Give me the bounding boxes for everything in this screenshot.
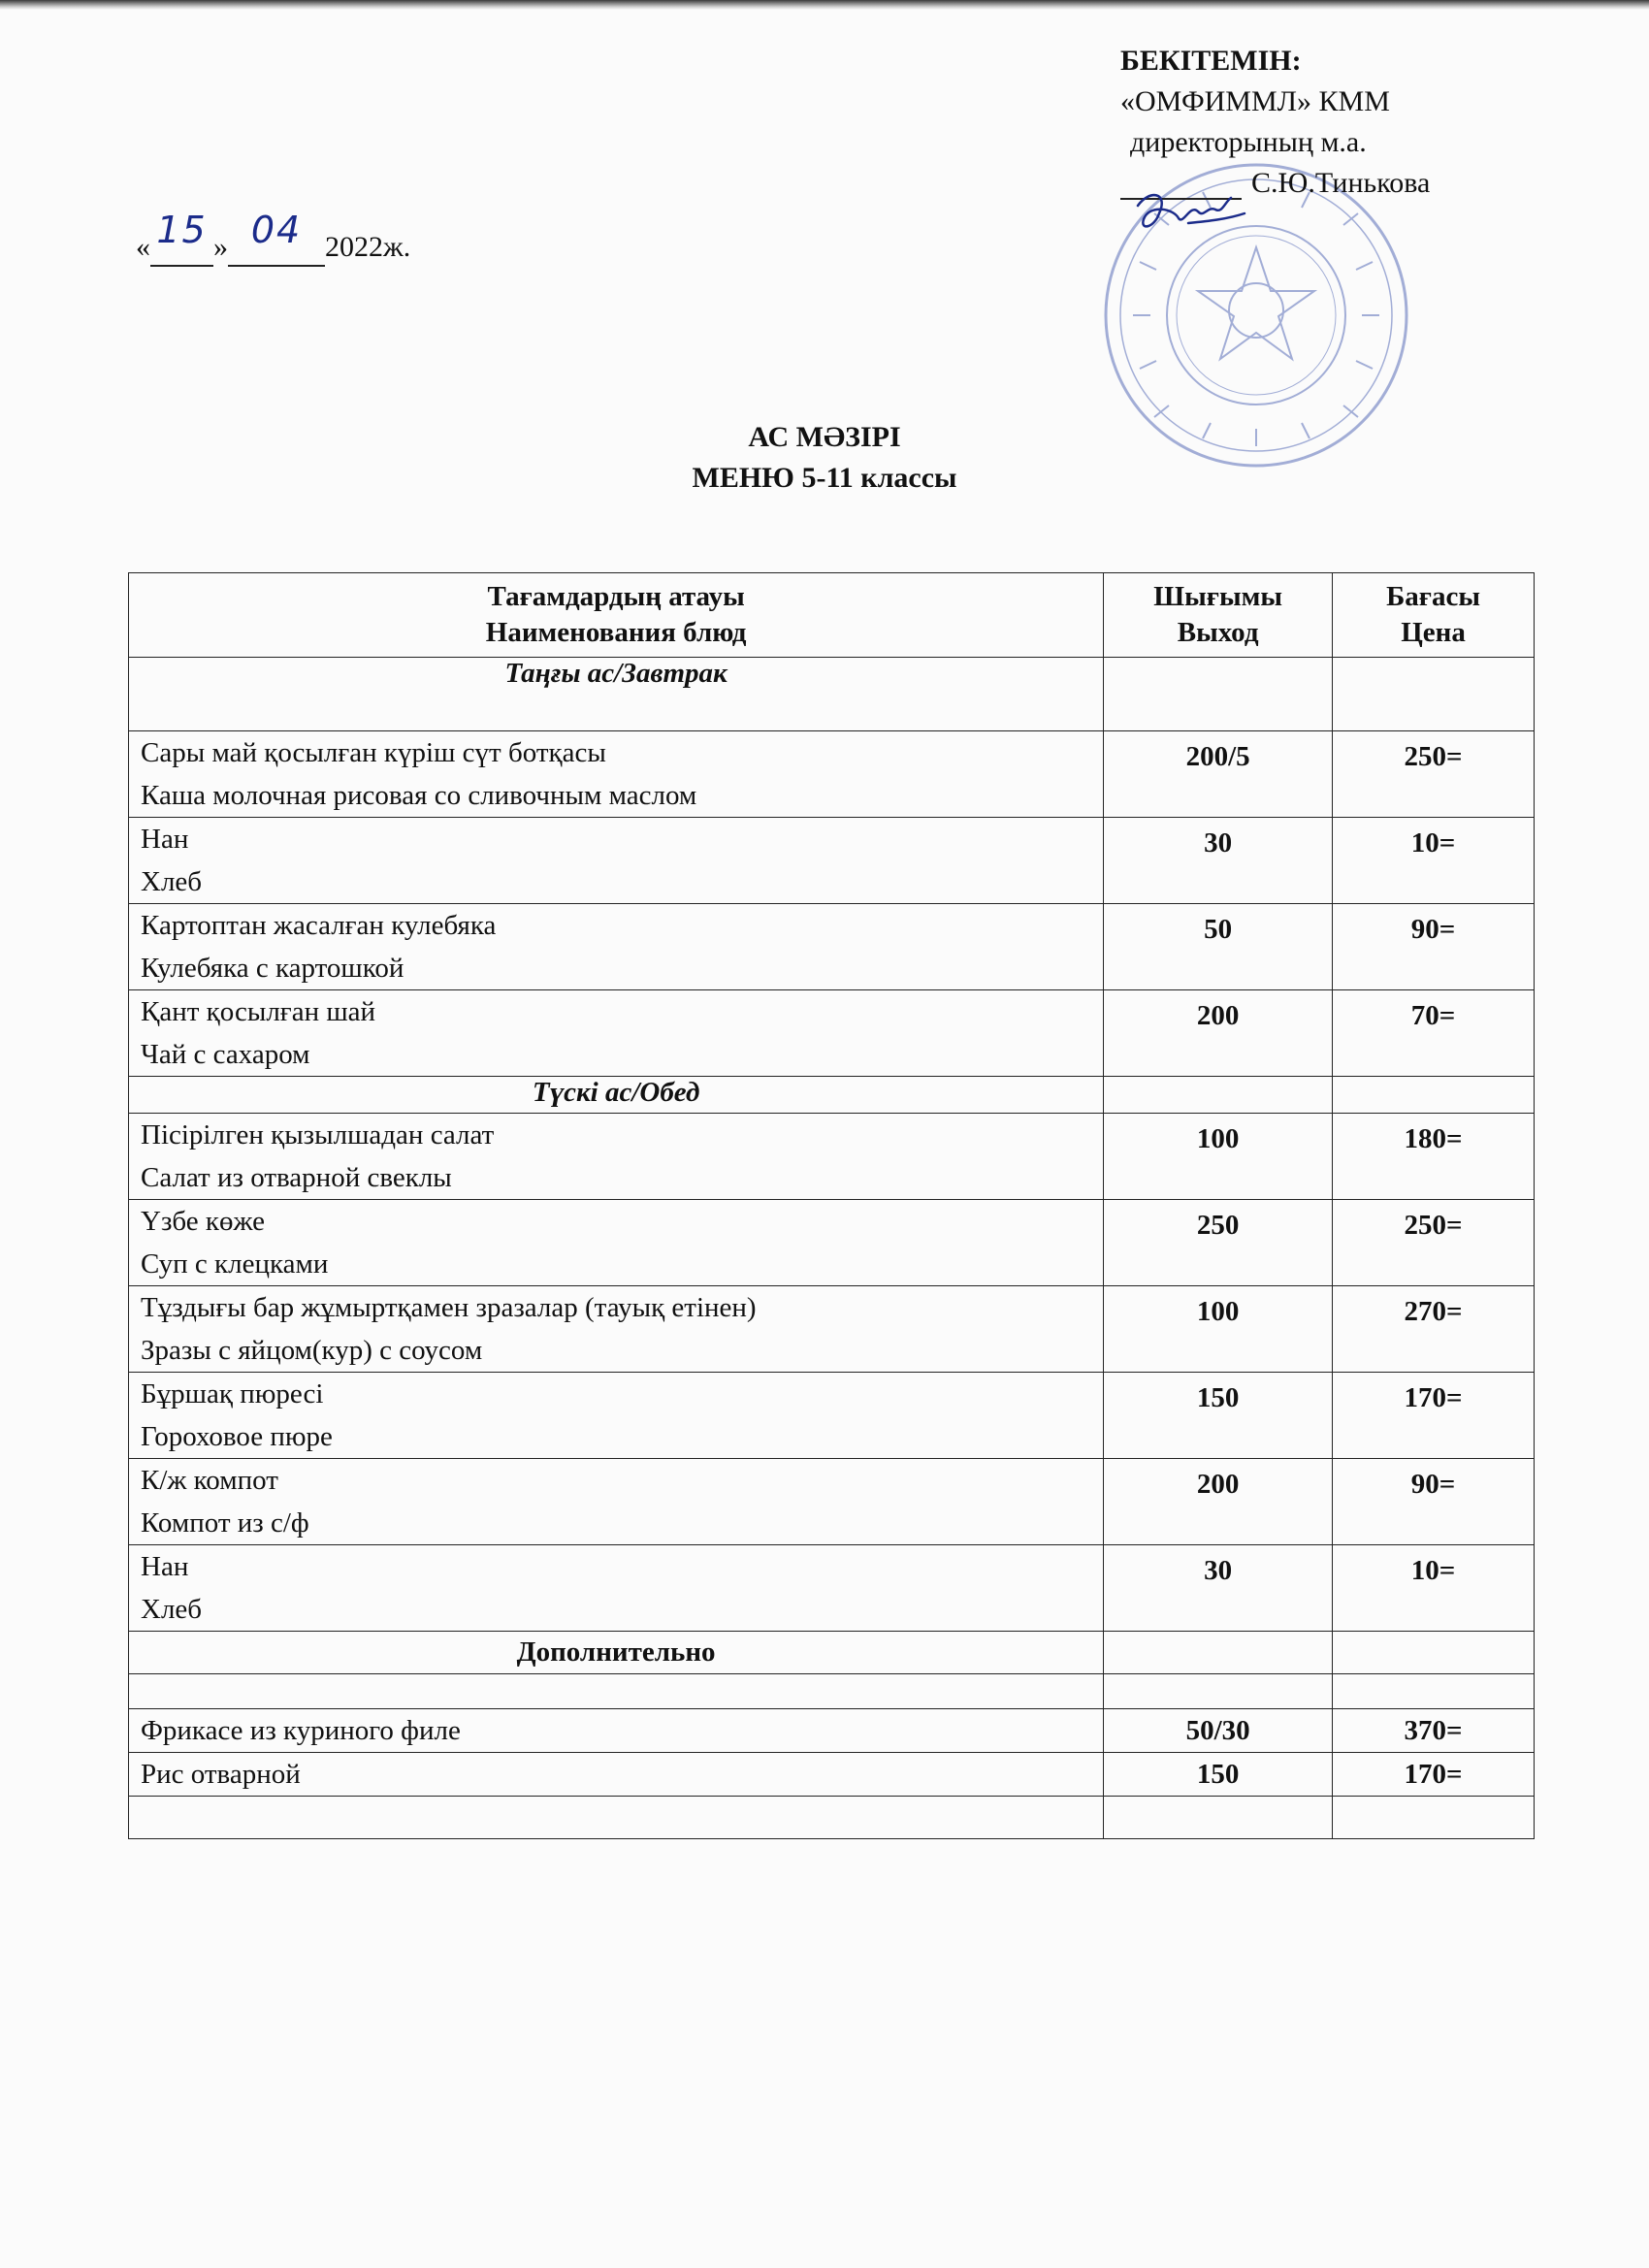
table-row [129, 1545, 1535, 1632]
table-row [129, 1709, 1535, 1753]
empty-cell [129, 1797, 1104, 1839]
dish-price: 180= [1333, 1114, 1535, 1200]
dish-name-kz: Үзбе көже [141, 1206, 266, 1237]
empty-cell [1104, 1077, 1333, 1114]
empty-cell [1333, 658, 1535, 731]
dish-name-ru: Кулебяка с картошкой [141, 953, 404, 984]
date-day-blank [150, 209, 213, 267]
dish-yield: 100 [1104, 1286, 1333, 1373]
dish-name-ru: Компот из с/ф [141, 1507, 309, 1539]
dish-name-cell [129, 1114, 1104, 1200]
table-row [129, 1459, 1535, 1545]
dish-yield: 30 [1104, 1545, 1333, 1632]
header-yield-ru: Выход [1177, 617, 1259, 648]
dish-price: 90= [1333, 904, 1535, 990]
date-line [136, 209, 411, 267]
dish-yield: 200 [1104, 990, 1333, 1077]
dish-name-kz: Нан [141, 1551, 189, 1582]
dish-price: 10= [1333, 1545, 1535, 1632]
empty-cell [1104, 1632, 1333, 1674]
section-row-extra [129, 1632, 1535, 1674]
dish-name-kz: Пісірілген қызылшадан салат [141, 1119, 495, 1150]
dish-yield: 150 [1104, 1373, 1333, 1459]
dish-price: 250= [1333, 731, 1535, 818]
header-dish-name [129, 573, 1104, 658]
header-name-ru: Наименования блюд [485, 617, 747, 648]
date-close-quote: » [213, 231, 228, 263]
section-lunch: Түскі ас/Обед [129, 1077, 1104, 1114]
dish-name-ru: Салат из отварной свеклы [141, 1162, 452, 1193]
dish-name-kz: К/ж компот [141, 1465, 278, 1496]
table-row [129, 731, 1535, 818]
date-year: 2022ж. [325, 231, 411, 263]
dish-name-ru: Хлеб [141, 866, 203, 897]
dish-price: 250= [1333, 1200, 1535, 1286]
dish-name-ru: Чай с сахаром [141, 1039, 310, 1070]
date-day: 15 [156, 209, 208, 251]
dish-yield: 200 [1104, 1459, 1333, 1545]
empty-row [129, 1674, 1535, 1709]
empty-cell [129, 1674, 1104, 1709]
dish-name-cell [129, 1545, 1104, 1632]
empty-cell [1104, 1674, 1333, 1709]
empty-row [129, 1797, 1535, 1839]
dish-name-kz: Бұршақ пюресі [141, 1378, 324, 1409]
empty-cell [1104, 1797, 1333, 1839]
dish-price: 10= [1333, 818, 1535, 904]
approval-block [1120, 41, 1528, 204]
header-price [1333, 573, 1535, 658]
header-yield-kz: Шығымы [1153, 581, 1282, 612]
dish-name-cell [129, 1200, 1104, 1286]
header-name-kz: Тағамдардың атауы [487, 581, 745, 612]
dish-name-cell [129, 990, 1104, 1077]
table-row [129, 904, 1535, 990]
dish-name-cell [129, 1373, 1104, 1459]
table-row [129, 1373, 1535, 1459]
section-extra: Дополнительно [129, 1632, 1104, 1674]
empty-cell [1104, 658, 1333, 731]
approval-heading: БЕКІТЕМІН: [1120, 45, 1302, 77]
dish-name-cell [129, 818, 1104, 904]
dish-name-kz: Қант қосылған шай [141, 996, 376, 1027]
dish-name-cell [129, 731, 1104, 818]
header-price-kz: Бағасы [1386, 581, 1480, 612]
date-month: 04 [250, 209, 303, 251]
dish-name-kz: Нан [141, 824, 189, 855]
empty-cell [1333, 1674, 1535, 1709]
header-yield [1104, 573, 1333, 658]
dish-name-kz: Тұздығы бар жұмыртқамен зразалар (тауық етінен) [141, 1292, 757, 1323]
dish-price: 70= [1333, 990, 1535, 1077]
section-row-lunch [129, 1077, 1535, 1114]
table-header-row [129, 573, 1535, 658]
title-ru: МЕНЮ 5-11 классы [692, 462, 957, 494]
approval-position: директорының м.а. [1130, 126, 1367, 158]
empty-cell [1333, 1797, 1535, 1839]
dish-name-ru: Зразы с яйцом(кур) с соусом [141, 1335, 483, 1366]
table-row [129, 1200, 1535, 1286]
dish-name: Рис отварной [129, 1753, 1104, 1797]
document-title [0, 417, 1649, 499]
dish-yield: 100 [1104, 1114, 1333, 1200]
dish-name-cell [129, 904, 1104, 990]
dish-yield: 200/5 [1104, 731, 1333, 818]
dish-price: 270= [1333, 1286, 1535, 1373]
dish-yield: 250 [1104, 1200, 1333, 1286]
dish-name-kz: Картоптан жасалған кулебяка [141, 910, 497, 941]
dish-price: 370= [1333, 1709, 1535, 1753]
section-breakfast: Таңғы ас/Завтрак [129, 658, 1104, 731]
scan-top-edge [0, 0, 1649, 10]
table-row [129, 1286, 1535, 1373]
dish-name-kz: Сары май қосылған күріш сүт ботқасы [141, 737, 606, 768]
empty-cell [1333, 1632, 1535, 1674]
dish-yield: 150 [1104, 1753, 1333, 1797]
menu-table [128, 572, 1535, 1839]
dish-name-cell [129, 1286, 1104, 1373]
title-kz: АС МӘЗІРІ [748, 421, 901, 453]
handwritten-signature [1130, 184, 1246, 243]
table-row [129, 1114, 1535, 1200]
approval-signatory: С.Ю.Тинькова [1251, 167, 1431, 199]
dish-yield: 30 [1104, 818, 1333, 904]
dish-price: 170= [1333, 1753, 1535, 1797]
dish-price: 170= [1333, 1373, 1535, 1459]
header-price-ru: Цена [1401, 617, 1466, 648]
dish-name-cell [129, 1459, 1104, 1545]
table-row [129, 1753, 1535, 1797]
dish-name-ru: Гороховое пюре [141, 1421, 333, 1452]
dish-name-ru: Каша молочная рисовая со сливочным маслом [141, 780, 697, 811]
date-month-blank [228, 209, 325, 267]
dish-price: 90= [1333, 1459, 1535, 1545]
empty-cell [1333, 1077, 1535, 1114]
dish-name-ru: Хлеб [141, 1594, 203, 1625]
dish-name: Фрикасе из куриного филе [129, 1709, 1104, 1753]
table-row [129, 990, 1535, 1077]
approval-organization: «ОМФИММЛ» КММ [1120, 85, 1390, 117]
dish-name-ru: Суп с клецками [141, 1248, 329, 1280]
table-row [129, 818, 1535, 904]
date-open-quote: « [136, 231, 150, 263]
dish-yield: 50 [1104, 904, 1333, 990]
section-row-breakfast [129, 658, 1535, 731]
dish-yield: 50/30 [1104, 1709, 1333, 1753]
